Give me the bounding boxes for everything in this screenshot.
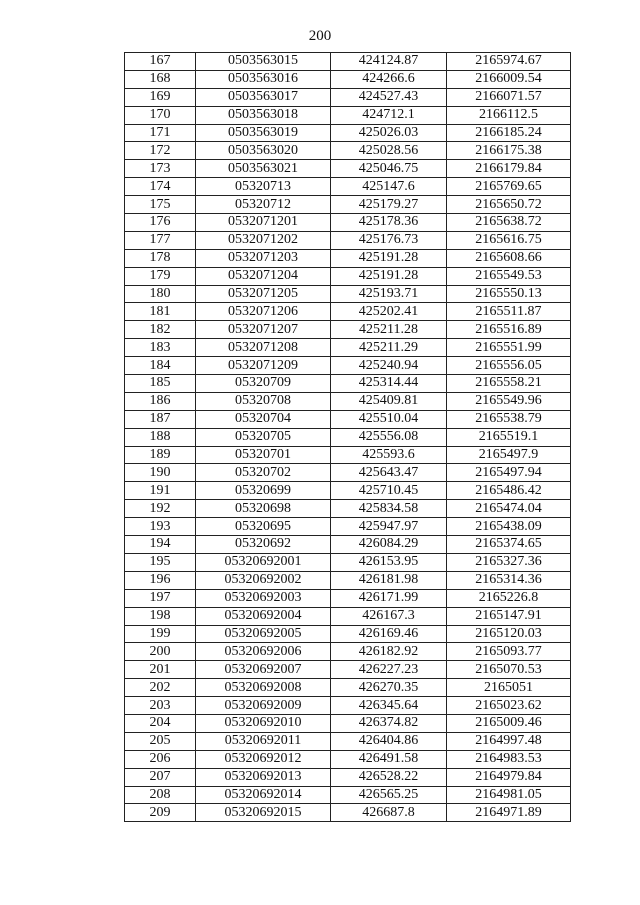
point-number-cell: 206 bbox=[125, 750, 196, 768]
y-coordinate-cell: 2165497.94 bbox=[447, 464, 571, 482]
point-number-cell: 175 bbox=[125, 196, 196, 214]
y-coordinate-cell: 2165314.36 bbox=[447, 571, 571, 589]
point-number-cell: 194 bbox=[125, 536, 196, 554]
table-row bbox=[125, 482, 571, 500]
point-code-cell: 05320708 bbox=[196, 392, 331, 410]
table-row bbox=[125, 124, 571, 142]
point-code-cell: 05320692005 bbox=[196, 625, 331, 643]
table-row bbox=[125, 88, 571, 106]
y-coordinate-cell: 2164997.48 bbox=[447, 732, 571, 750]
table-row bbox=[125, 249, 571, 267]
point-number-cell: 209 bbox=[125, 804, 196, 822]
y-coordinate-cell: 2165120.03 bbox=[447, 625, 571, 643]
x-coordinate-cell: 425409.81 bbox=[331, 392, 447, 410]
point-code-cell: 0503563018 bbox=[196, 106, 331, 124]
table-row bbox=[125, 160, 571, 178]
x-coordinate-cell: 425710.45 bbox=[331, 482, 447, 500]
x-coordinate-cell: 425147.6 bbox=[331, 178, 447, 196]
y-coordinate-cell: 2165497.9 bbox=[447, 446, 571, 464]
point-code-cell: 05320692009 bbox=[196, 697, 331, 715]
table-row bbox=[125, 53, 571, 71]
point-number-cell: 182 bbox=[125, 321, 196, 339]
point-number-cell: 169 bbox=[125, 88, 196, 106]
point-number-cell: 167 bbox=[125, 53, 196, 71]
y-coordinate-cell: 2165650.72 bbox=[447, 196, 571, 214]
point-code-cell: 05320712 bbox=[196, 196, 331, 214]
point-code-cell: 05320704 bbox=[196, 410, 331, 428]
y-coordinate-cell: 2165558.21 bbox=[447, 375, 571, 393]
table-row bbox=[125, 536, 571, 554]
point-code-cell: 05320692 bbox=[196, 536, 331, 554]
table-row bbox=[125, 410, 571, 428]
table-row bbox=[125, 214, 571, 232]
x-coordinate-cell: 425202.41 bbox=[331, 303, 447, 321]
y-coordinate-cell: 2165551.99 bbox=[447, 339, 571, 357]
x-coordinate-cell: 425947.97 bbox=[331, 518, 447, 536]
point-code-cell: 05320705 bbox=[196, 428, 331, 446]
point-number-cell: 173 bbox=[125, 160, 196, 178]
point-number-cell: 177 bbox=[125, 231, 196, 249]
point-code-cell: 05320698 bbox=[196, 500, 331, 518]
point-number-cell: 207 bbox=[125, 768, 196, 786]
x-coordinate-cell: 425026.03 bbox=[331, 124, 447, 142]
x-coordinate-cell: 425314.44 bbox=[331, 375, 447, 393]
table-row bbox=[125, 679, 571, 697]
point-code-cell: 0532071204 bbox=[196, 267, 331, 285]
y-coordinate-cell: 2165538.79 bbox=[447, 410, 571, 428]
point-code-cell: 05320695 bbox=[196, 518, 331, 536]
x-coordinate-cell: 426404.86 bbox=[331, 732, 447, 750]
point-code-cell: 05320692007 bbox=[196, 661, 331, 679]
table-row bbox=[125, 303, 571, 321]
y-coordinate-cell: 2165556.05 bbox=[447, 357, 571, 375]
y-coordinate-cell: 2164979.84 bbox=[447, 768, 571, 786]
point-code-cell: 0532071206 bbox=[196, 303, 331, 321]
x-coordinate-cell: 426345.64 bbox=[331, 697, 447, 715]
y-coordinate-cell: 2165769.65 bbox=[447, 178, 571, 196]
y-coordinate-cell: 2165511.87 bbox=[447, 303, 571, 321]
table-row bbox=[125, 732, 571, 750]
point-number-cell: 174 bbox=[125, 178, 196, 196]
y-coordinate-cell: 2166071.57 bbox=[447, 88, 571, 106]
point-number-cell: 196 bbox=[125, 571, 196, 589]
point-code-cell: 05320699 bbox=[196, 482, 331, 500]
point-number-cell: 198 bbox=[125, 607, 196, 625]
x-coordinate-cell: 424266.6 bbox=[331, 70, 447, 88]
x-coordinate-cell: 425240.94 bbox=[331, 357, 447, 375]
x-coordinate-cell: 426374.82 bbox=[331, 714, 447, 732]
x-coordinate-cell: 425191.28 bbox=[331, 267, 447, 285]
point-number-cell: 170 bbox=[125, 106, 196, 124]
point-number-cell: 179 bbox=[125, 267, 196, 285]
y-coordinate-cell: 2165516.89 bbox=[447, 321, 571, 339]
x-coordinate-cell: 425179.27 bbox=[331, 196, 447, 214]
x-coordinate-cell: 425510.04 bbox=[331, 410, 447, 428]
x-coordinate-cell: 425193.71 bbox=[331, 285, 447, 303]
point-code-cell: 05320692003 bbox=[196, 589, 331, 607]
point-code-cell: 0503563020 bbox=[196, 142, 331, 160]
point-number-cell: 193 bbox=[125, 518, 196, 536]
y-coordinate-cell: 2165608.66 bbox=[447, 249, 571, 267]
x-coordinate-cell: 425046.75 bbox=[331, 160, 447, 178]
point-code-cell: 0503563016 bbox=[196, 70, 331, 88]
table-row bbox=[125, 625, 571, 643]
y-coordinate-cell: 2165147.91 bbox=[447, 607, 571, 625]
point-code-cell: 0532071203 bbox=[196, 249, 331, 267]
x-coordinate-cell: 426084.29 bbox=[331, 536, 447, 554]
table-row bbox=[125, 142, 571, 160]
x-coordinate-cell: 425834.58 bbox=[331, 500, 447, 518]
table-row bbox=[125, 231, 571, 249]
table-row bbox=[125, 786, 571, 804]
y-coordinate-cell: 2165093.77 bbox=[447, 643, 571, 661]
table-row bbox=[125, 106, 571, 124]
y-coordinate-cell: 2166009.54 bbox=[447, 70, 571, 88]
table-body bbox=[125, 53, 571, 822]
table-row bbox=[125, 643, 571, 661]
point-number-cell: 191 bbox=[125, 482, 196, 500]
point-code-cell: 05320692012 bbox=[196, 750, 331, 768]
point-code-cell: 05320692004 bbox=[196, 607, 331, 625]
y-coordinate-cell: 2165438.09 bbox=[447, 518, 571, 536]
x-coordinate-cell: 426491.58 bbox=[331, 750, 447, 768]
y-coordinate-cell: 2165616.75 bbox=[447, 231, 571, 249]
table-row bbox=[125, 196, 571, 214]
point-number-cell: 200 bbox=[125, 643, 196, 661]
point-number-cell: 181 bbox=[125, 303, 196, 321]
x-coordinate-cell: 425178.36 bbox=[331, 214, 447, 232]
table-row bbox=[125, 589, 571, 607]
point-number-cell: 180 bbox=[125, 285, 196, 303]
point-code-cell: 05320692013 bbox=[196, 768, 331, 786]
point-code-cell: 05320702 bbox=[196, 464, 331, 482]
x-coordinate-cell: 426167.3 bbox=[331, 607, 447, 625]
x-coordinate-cell: 426227.23 bbox=[331, 661, 447, 679]
point-number-cell: 205 bbox=[125, 732, 196, 750]
point-code-cell: 0532071208 bbox=[196, 339, 331, 357]
point-code-cell: 0532071209 bbox=[196, 357, 331, 375]
table-row bbox=[125, 804, 571, 822]
y-coordinate-cell: 2166185.24 bbox=[447, 124, 571, 142]
y-coordinate-cell: 2164981.05 bbox=[447, 786, 571, 804]
y-coordinate-cell: 2165474.04 bbox=[447, 500, 571, 518]
x-coordinate-cell: 424124.87 bbox=[331, 53, 447, 71]
point-number-cell: 195 bbox=[125, 553, 196, 571]
x-coordinate-cell: 426153.95 bbox=[331, 553, 447, 571]
point-number-cell: 202 bbox=[125, 679, 196, 697]
table-row bbox=[125, 321, 571, 339]
point-number-cell: 204 bbox=[125, 714, 196, 732]
y-coordinate-cell: 2165519.1 bbox=[447, 428, 571, 446]
table-row bbox=[125, 285, 571, 303]
point-code-cell: 05320701 bbox=[196, 446, 331, 464]
point-number-cell: 208 bbox=[125, 786, 196, 804]
table-row bbox=[125, 357, 571, 375]
table-row bbox=[125, 500, 571, 518]
x-coordinate-cell: 426171.99 bbox=[331, 589, 447, 607]
point-code-cell: 0532071201 bbox=[196, 214, 331, 232]
table-row bbox=[125, 428, 571, 446]
y-coordinate-cell: 2165550.13 bbox=[447, 285, 571, 303]
y-coordinate-cell: 2164971.89 bbox=[447, 804, 571, 822]
point-number-cell: 203 bbox=[125, 697, 196, 715]
table-row bbox=[125, 267, 571, 285]
y-coordinate-cell: 2165023.62 bbox=[447, 697, 571, 715]
point-code-cell: 05320692011 bbox=[196, 732, 331, 750]
point-code-cell: 05320692014 bbox=[196, 786, 331, 804]
table-row bbox=[125, 375, 571, 393]
y-coordinate-cell: 2165638.72 bbox=[447, 214, 571, 232]
point-number-cell: 185 bbox=[125, 375, 196, 393]
y-coordinate-cell: 2165974.67 bbox=[447, 53, 571, 71]
y-coordinate-cell: 2165051 bbox=[447, 679, 571, 697]
table-row bbox=[125, 553, 571, 571]
table-row bbox=[125, 607, 571, 625]
x-coordinate-cell: 425211.28 bbox=[331, 321, 447, 339]
point-number-cell: 197 bbox=[125, 589, 196, 607]
point-number-cell: 187 bbox=[125, 410, 196, 428]
x-coordinate-cell: 425191.28 bbox=[331, 249, 447, 267]
y-coordinate-cell: 2165549.53 bbox=[447, 267, 571, 285]
point-code-cell: 05320692001 bbox=[196, 553, 331, 571]
point-number-cell: 188 bbox=[125, 428, 196, 446]
x-coordinate-cell: 426565.25 bbox=[331, 786, 447, 804]
x-coordinate-cell: 425556.08 bbox=[331, 428, 447, 446]
point-number-cell: 172 bbox=[125, 142, 196, 160]
point-number-cell: 178 bbox=[125, 249, 196, 267]
point-number-cell: 171 bbox=[125, 124, 196, 142]
x-coordinate-cell: 426270.35 bbox=[331, 679, 447, 697]
point-code-cell: 0503563021 bbox=[196, 160, 331, 178]
y-coordinate-cell: 2165327.36 bbox=[447, 553, 571, 571]
point-code-cell: 05320692002 bbox=[196, 571, 331, 589]
x-coordinate-cell: 424712.1 bbox=[331, 106, 447, 124]
coordinates-table bbox=[124, 52, 571, 822]
point-number-cell: 168 bbox=[125, 70, 196, 88]
table-row bbox=[125, 464, 571, 482]
table-row bbox=[125, 661, 571, 679]
y-coordinate-cell: 2166179.84 bbox=[447, 160, 571, 178]
x-coordinate-cell: 426181.98 bbox=[331, 571, 447, 589]
table-row bbox=[125, 571, 571, 589]
table-row bbox=[125, 768, 571, 786]
table-row bbox=[125, 446, 571, 464]
x-coordinate-cell: 425211.29 bbox=[331, 339, 447, 357]
y-coordinate-cell: 2166175.38 bbox=[447, 142, 571, 160]
y-coordinate-cell: 2165226.8 bbox=[447, 589, 571, 607]
point-code-cell: 0532071202 bbox=[196, 231, 331, 249]
point-code-cell: 05320692008 bbox=[196, 679, 331, 697]
x-coordinate-cell: 426169.46 bbox=[331, 625, 447, 643]
table-row bbox=[125, 178, 571, 196]
y-coordinate-cell: 2165549.96 bbox=[447, 392, 571, 410]
table-row bbox=[125, 518, 571, 536]
point-number-cell: 189 bbox=[125, 446, 196, 464]
point-number-cell: 201 bbox=[125, 661, 196, 679]
point-code-cell: 0532071207 bbox=[196, 321, 331, 339]
table-row bbox=[125, 750, 571, 768]
y-coordinate-cell: 2164983.53 bbox=[447, 750, 571, 768]
table-row bbox=[125, 70, 571, 88]
y-coordinate-cell: 2165486.42 bbox=[447, 482, 571, 500]
point-code-cell: 05320713 bbox=[196, 178, 331, 196]
point-number-cell: 199 bbox=[125, 625, 196, 643]
point-code-cell: 05320692010 bbox=[196, 714, 331, 732]
table-row bbox=[125, 392, 571, 410]
x-coordinate-cell: 426528.22 bbox=[331, 768, 447, 786]
table-row bbox=[125, 697, 571, 715]
y-coordinate-cell: 2165009.46 bbox=[447, 714, 571, 732]
page-number: 200 bbox=[308, 28, 332, 44]
x-coordinate-cell: 426182.92 bbox=[331, 643, 447, 661]
point-code-cell: 05320709 bbox=[196, 375, 331, 393]
point-code-cell: 0503563019 bbox=[196, 124, 331, 142]
y-coordinate-cell: 2166112.5 bbox=[447, 106, 571, 124]
point-number-cell: 192 bbox=[125, 500, 196, 518]
point-code-cell: 05320692015 bbox=[196, 804, 331, 822]
x-coordinate-cell: 425593.6 bbox=[331, 446, 447, 464]
table-row bbox=[125, 714, 571, 732]
point-number-cell: 184 bbox=[125, 357, 196, 375]
point-number-cell: 186 bbox=[125, 392, 196, 410]
x-coordinate-cell: 424527.43 bbox=[331, 88, 447, 106]
point-number-cell: 183 bbox=[125, 339, 196, 357]
x-coordinate-cell: 425028.56 bbox=[331, 142, 447, 160]
point-number-cell: 190 bbox=[125, 464, 196, 482]
point-code-cell: 0503563015 bbox=[196, 53, 331, 71]
y-coordinate-cell: 2165070.53 bbox=[447, 661, 571, 679]
point-code-cell: 05320692006 bbox=[196, 643, 331, 661]
y-coordinate-cell: 2165374.65 bbox=[447, 536, 571, 554]
table-row bbox=[125, 339, 571, 357]
point-number-cell: 176 bbox=[125, 214, 196, 232]
x-coordinate-cell: 425643.47 bbox=[331, 464, 447, 482]
x-coordinate-cell: 426687.8 bbox=[331, 804, 447, 822]
point-code-cell: 0532071205 bbox=[196, 285, 331, 303]
point-code-cell: 0503563017 bbox=[196, 88, 331, 106]
x-coordinate-cell: 425176.73 bbox=[331, 231, 447, 249]
